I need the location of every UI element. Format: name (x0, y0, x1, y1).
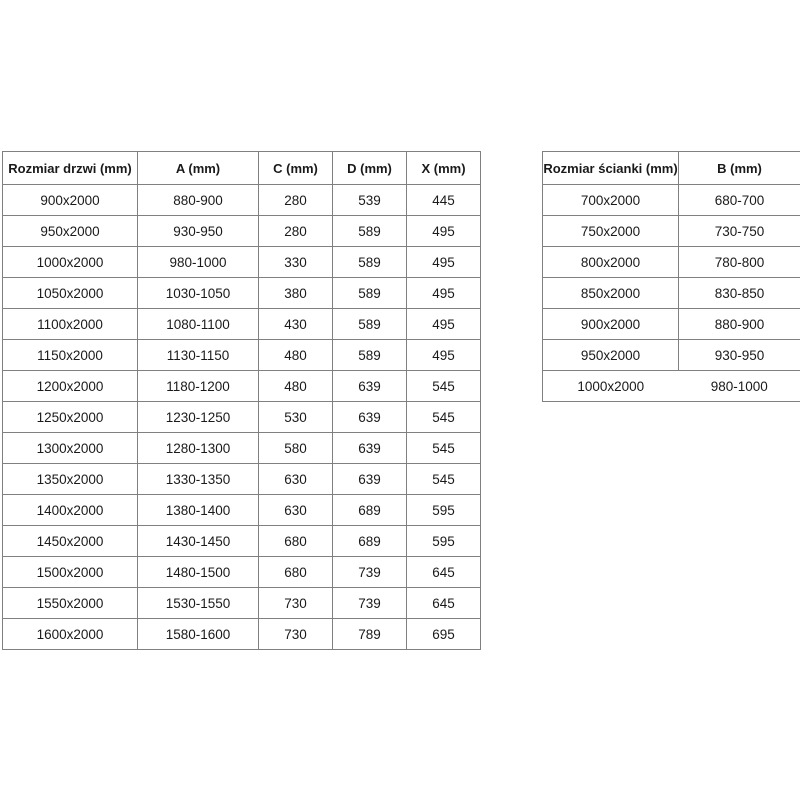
table-cell: 789 (333, 619, 407, 650)
table-row (3, 309, 481, 340)
wall-sizes-table-body (543, 185, 800, 402)
table-cell: 730 (259, 619, 333, 650)
table-cell: 280 (259, 185, 333, 216)
column-header-c: C (mm) (259, 152, 333, 185)
table-cell: 680-700 (679, 185, 800, 216)
table-cell: 595 (407, 526, 481, 557)
table-cell: 1500x2000 (3, 557, 138, 588)
table-cell: 380 (259, 278, 333, 309)
table-cell: 980-1000 (138, 247, 259, 278)
table-row (543, 340, 800, 371)
header-row (543, 152, 800, 185)
table-cell: 880-900 (138, 185, 259, 216)
column-header-a: A (mm) (138, 152, 259, 185)
table-cell: 1130-1150 (138, 340, 259, 371)
table-cell: 695 (407, 619, 481, 650)
table-cell: 639 (333, 402, 407, 433)
column-header-d: D (mm) (333, 152, 407, 185)
table-cell: 280 (259, 216, 333, 247)
table-cell: 1200x2000 (3, 371, 138, 402)
table-cell: 495 (407, 340, 481, 371)
table-row (3, 340, 481, 371)
table-cell: 639 (333, 464, 407, 495)
table-cell: 680 (259, 557, 333, 588)
table-cell: 645 (407, 588, 481, 619)
table-cell: 950x2000 (543, 340, 679, 371)
table-row (3, 526, 481, 557)
table-cell: 830-850 (679, 278, 800, 309)
table-cell: 1300x2000 (3, 433, 138, 464)
table-cell: 530 (259, 402, 333, 433)
table-cell: 539 (333, 185, 407, 216)
table-row (3, 402, 481, 433)
table-row (543, 247, 800, 278)
table-cell: 330 (259, 247, 333, 278)
table-row (543, 216, 800, 247)
table-cell: 900x2000 (3, 185, 138, 216)
wall-sizes-table-header (543, 152, 800, 185)
table-cell: 980-1000 (679, 371, 800, 402)
table-row (543, 185, 800, 216)
table-cell: 1380-1400 (138, 495, 259, 526)
door-sizes-table-header (3, 152, 481, 185)
table-cell: 630 (259, 464, 333, 495)
table-cell: 1100x2000 (3, 309, 138, 340)
table-row (3, 247, 481, 278)
table-cell: 545 (407, 402, 481, 433)
table-row (3, 278, 481, 309)
column-header-x: X (mm) (407, 152, 481, 185)
table-cell: 1550x2000 (3, 588, 138, 619)
table-cell: 1150x2000 (3, 340, 138, 371)
table-cell: 850x2000 (543, 278, 679, 309)
table-cell: 445 (407, 185, 481, 216)
table-cell: 1600x2000 (3, 619, 138, 650)
table-cell: 1400x2000 (3, 495, 138, 526)
table-cell: 880-900 (679, 309, 800, 340)
table-row (3, 464, 481, 495)
table-cell: 545 (407, 433, 481, 464)
table-cell: 1180-1200 (138, 371, 259, 402)
table-cell: 1030-1050 (138, 278, 259, 309)
table-cell: 545 (407, 464, 481, 495)
table-cell: 1480-1500 (138, 557, 259, 588)
table-cell: 1230-1250 (138, 402, 259, 433)
table-cell: 1530-1550 (138, 588, 259, 619)
column-header-door-size: Rozmiar drzwi (mm) (3, 152, 138, 185)
column-header-wall-size: Rozmiar ścianki (mm) (543, 152, 679, 185)
table-cell: 1330-1350 (138, 464, 259, 495)
table-cell: 1580-1600 (138, 619, 259, 650)
table-cell: 495 (407, 309, 481, 340)
table-cell: 630 (259, 495, 333, 526)
table-cell: 639 (333, 371, 407, 402)
table-cell: 480 (259, 340, 333, 371)
header-row (3, 152, 481, 185)
table-cell: 1250x2000 (3, 402, 138, 433)
table-cell: 930-950 (679, 340, 800, 371)
table-cell: 589 (333, 247, 407, 278)
table-cell: 1450x2000 (3, 526, 138, 557)
table-cell: 800x2000 (543, 247, 679, 278)
table-cell: 645 (407, 557, 481, 588)
table-cell: 639 (333, 433, 407, 464)
table-cell: 589 (333, 340, 407, 371)
table-row (3, 588, 481, 619)
table-cell: 739 (333, 588, 407, 619)
table-cell: 480 (259, 371, 333, 402)
table-cell: 950x2000 (3, 216, 138, 247)
table-cell: 930-950 (138, 216, 259, 247)
table-row (543, 278, 800, 309)
table-row (3, 371, 481, 402)
table-cell: 545 (407, 371, 481, 402)
table-cell: 780-800 (679, 247, 800, 278)
table-cell: 730-750 (679, 216, 800, 247)
wall-sizes-table (542, 151, 800, 402)
table-cell: 739 (333, 557, 407, 588)
table-cell: 750x2000 (543, 216, 679, 247)
table-cell: 730 (259, 588, 333, 619)
table-cell: 430 (259, 309, 333, 340)
table-cell: 495 (407, 247, 481, 278)
table-cell: 1080-1100 (138, 309, 259, 340)
table-row (543, 371, 800, 402)
door-sizes-table (2, 151, 481, 650)
table-cell: 595 (407, 495, 481, 526)
table-row (3, 216, 481, 247)
table-cell: 689 (333, 495, 407, 526)
table-cell: 900x2000 (543, 309, 679, 340)
table-cell: 1050x2000 (3, 278, 138, 309)
table-cell: 589 (333, 278, 407, 309)
table-row (3, 433, 481, 464)
column-header-b: B (mm) (679, 152, 800, 185)
table-cell: 495 (407, 216, 481, 247)
table-cell: 689 (333, 526, 407, 557)
table-cell: 1430-1450 (138, 526, 259, 557)
table-cell: 1000x2000 (543, 371, 679, 402)
table-cell: 580 (259, 433, 333, 464)
table-cell: 495 (407, 278, 481, 309)
door-sizes-table-body (3, 185, 481, 650)
table-cell: 589 (333, 309, 407, 340)
table-cell: 680 (259, 526, 333, 557)
table-row (543, 309, 800, 340)
table-row (3, 495, 481, 526)
table-cell: 1000x2000 (3, 247, 138, 278)
table-row (3, 557, 481, 588)
table-row (3, 619, 481, 650)
table-row (3, 185, 481, 216)
table-cell: 700x2000 (543, 185, 679, 216)
table-cell: 589 (333, 216, 407, 247)
table-cell: 1350x2000 (3, 464, 138, 495)
table-cell: 1280-1300 (138, 433, 259, 464)
